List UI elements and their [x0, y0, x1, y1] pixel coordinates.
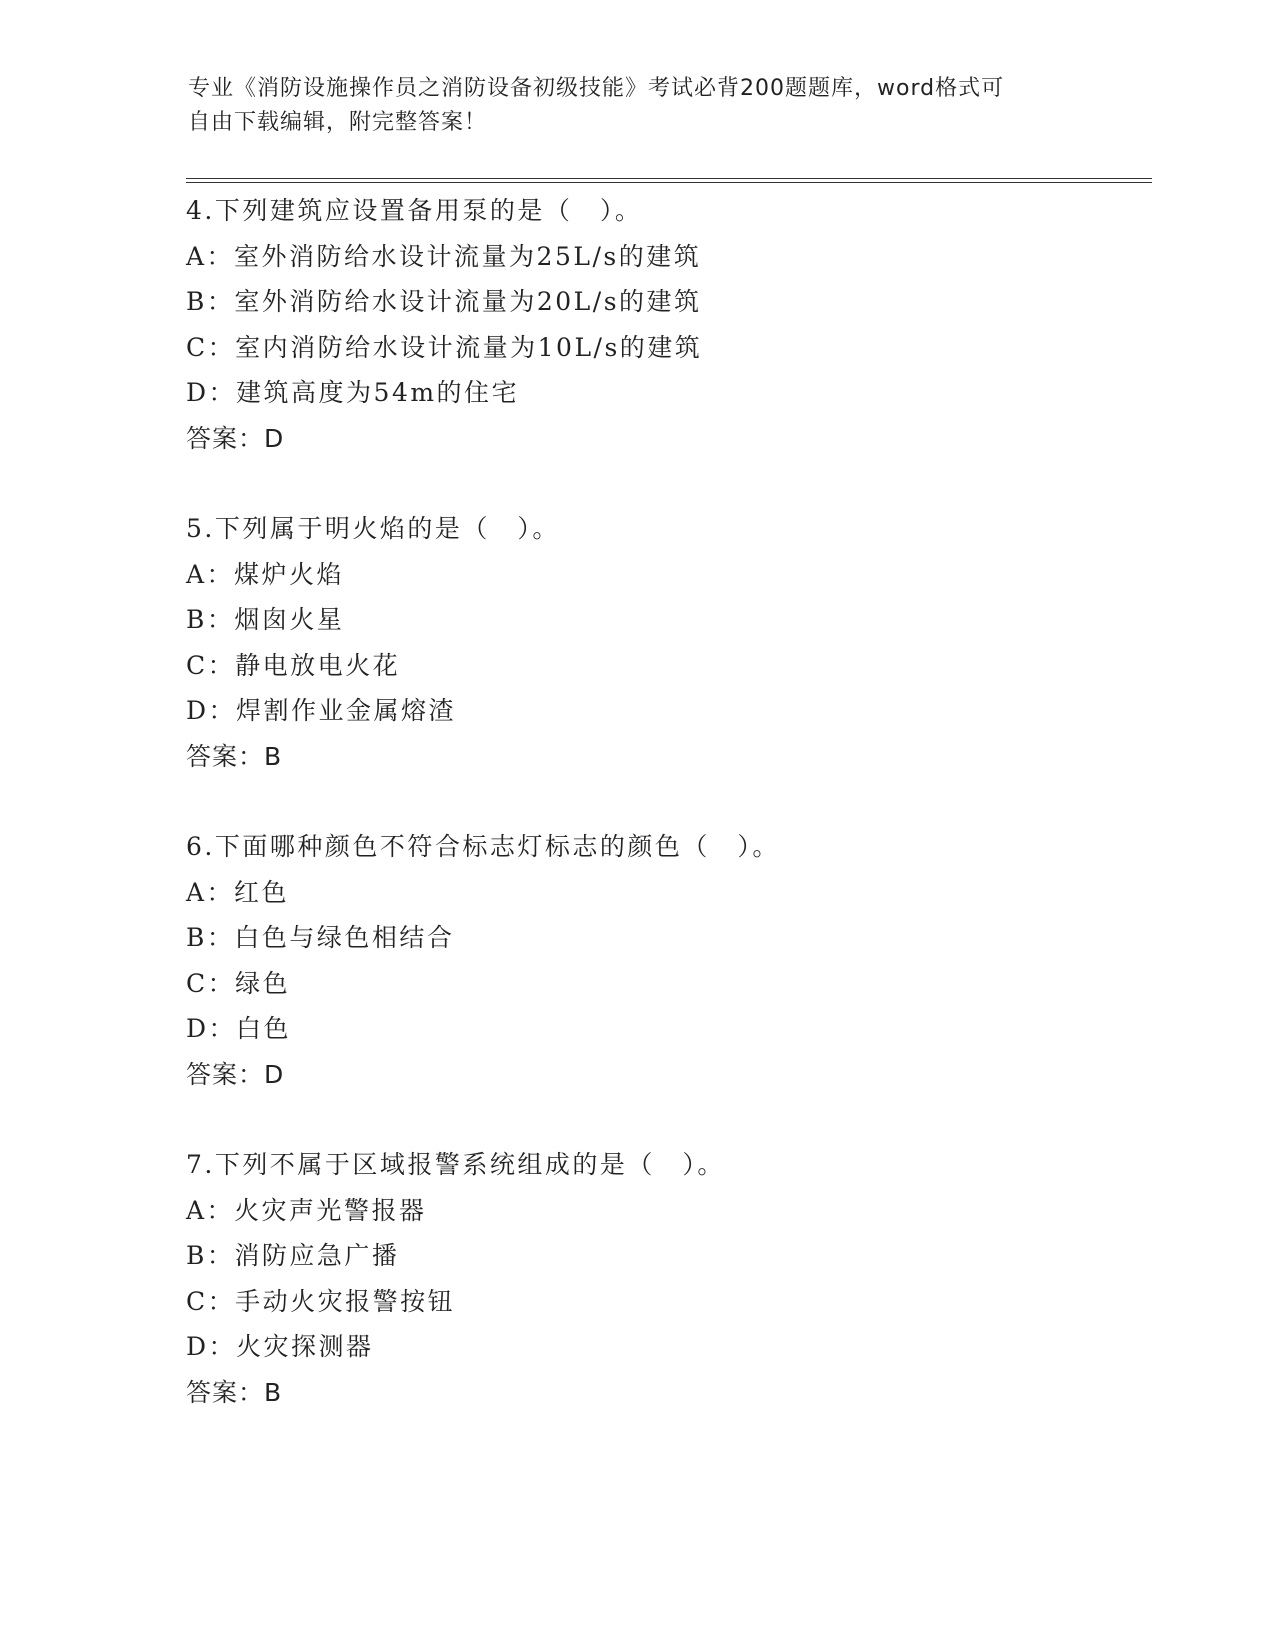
option-b: B：烟囱火星 [186, 605, 345, 634]
question-6 [186, 824, 1146, 1097]
option-c: C：静电放电火花 [186, 650, 401, 680]
header-line-1: 专业《消防设施操作员之消防设备初级技能》考试必背200题题库，word格式可 [188, 76, 1005, 101]
header-divider [186, 178, 1152, 183]
option-a: A：红色 [186, 877, 290, 907]
question-stem: 7.下列不属于区域报警系统组成的是（ ）。 [186, 1150, 725, 1179]
document-header [188, 72, 1088, 140]
question-7 [186, 1142, 1146, 1415]
option-d: D：火灾探测器 [186, 1332, 374, 1361]
question-4 [186, 188, 1146, 461]
option-c: C：绿色 [186, 968, 291, 998]
option-c: C：手动火灾报警按钮 [186, 1286, 456, 1316]
option-c: C：室内消防给水设计流量为10L/s的建筑 [186, 332, 703, 362]
option-b: B：室外消防给水设计流量为20L/s的建筑 [186, 287, 702, 316]
option-b: B：消防应急广播 [186, 1241, 400, 1270]
answer-line: 答案：B [186, 741, 283, 771]
option-a: A：室外消防给水设计流量为25L/s的建筑 [186, 241, 702, 271]
option-d: D：建筑高度为54m的住宅 [186, 378, 520, 407]
option-d: D：白色 [186, 1014, 292, 1043]
question-5 [186, 506, 1146, 779]
answer-line: 答案：D [186, 423, 285, 453]
header-line-2: 自由下载编辑，附完整答案！ [188, 110, 488, 135]
question-stem: 4.下列建筑应设置备用泵的是（ ）。 [186, 196, 643, 225]
option-a: A：火灾声光警报器 [186, 1195, 427, 1225]
option-b: B：白色与绿色相结合 [186, 923, 455, 952]
answer-line: 答案：B [186, 1377, 283, 1407]
question-list [186, 188, 1146, 1460]
question-stem: 6.下面哪种颜色不符合标志灯标志的颜色（ ）。 [186, 832, 780, 861]
option-d: D：焊割作业金属熔渣 [186, 696, 457, 725]
option-a: A：煤炉火焰 [186, 559, 345, 589]
answer-line: 答案：D [186, 1059, 285, 1089]
question-stem: 5.下列属于明火焰的是（ ）。 [186, 514, 560, 543]
